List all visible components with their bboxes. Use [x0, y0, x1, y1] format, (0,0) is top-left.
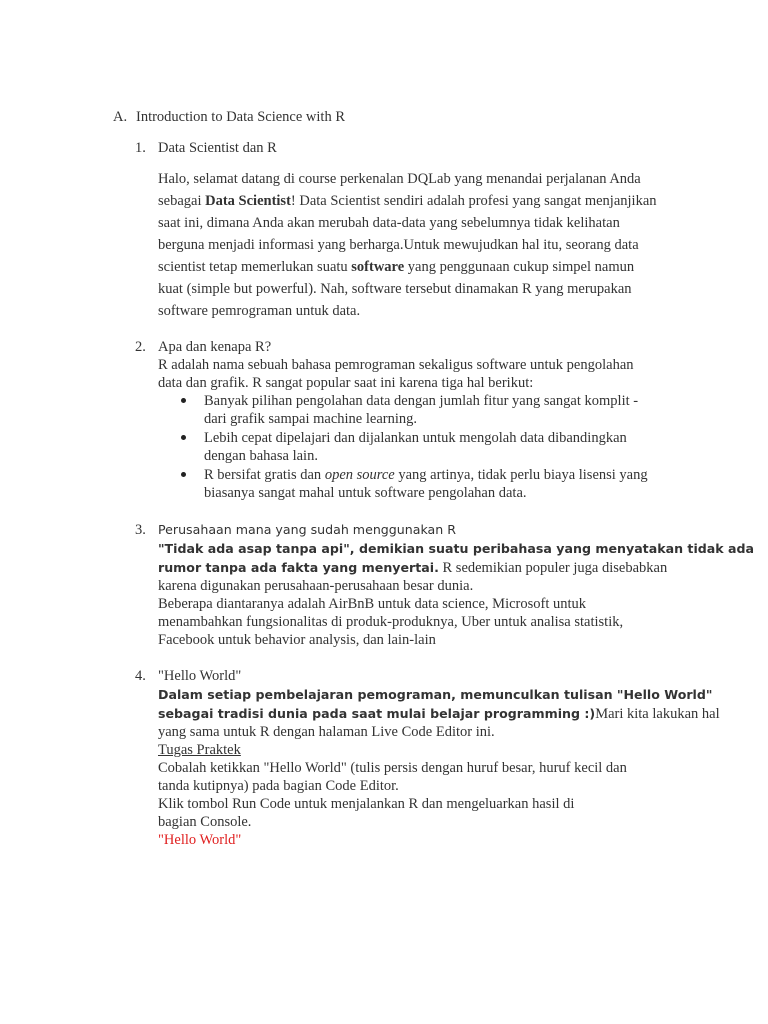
paragraph-line: Halo, selamat datang di course perkenalan DQLab yang menandai perjalanan Anda: [158, 171, 641, 187]
bold-term: Data Scientist: [205, 193, 291, 209]
paragraph-line: [158, 559, 667, 577]
paragraph-line: tanda kutipnya) pada bagian Code Editor.: [158, 778, 399, 794]
bullet-line: Lebih cepat dipelajari dan dijalankan untuk mengolah data dibandingkan: [204, 430, 627, 446]
text-run: ! Data Scientist sendiri adalah profesi yang sangat menjanjikan: [290, 193, 657, 209]
item-2-number: 2.: [135, 339, 146, 355]
bold-quote: rumor tanpa ada fakta yang menyertai.: [158, 560, 439, 575]
paragraph-line: [158, 258, 634, 276]
paragraph-line: yang sama untuk R dengan halaman Live Code Editor ini.: [158, 724, 495, 740]
paragraph-line: R adalah nama sebuah bahasa pemrograman sekaligus software untuk pengolahan: [158, 357, 634, 373]
text-run: scientist tetap memerlukan suatu: [158, 259, 352, 275]
paragraph-line: [158, 540, 754, 558]
paragraph-line: berguna menjadi informasi yang berharga.Untuk mewujudkan hal itu, seorang data: [158, 237, 639, 253]
paragraph-line: [158, 686, 712, 704]
bullet-line: dari grafik sampai machine learning.: [204, 411, 417, 427]
item-3-number: 3.: [135, 522, 146, 538]
paragraph-line: data dan grafik. R sangat popular saat ini karena tiga hal berikut:: [158, 375, 534, 391]
task-heading: Tugas Praktek: [158, 742, 241, 758]
text-run: Mari kita lakukan hal: [595, 706, 720, 722]
bullet-line: dengan bahasa lain.: [204, 448, 318, 464]
paragraph-line: karena digunakan perusahaan-perusahaan besar dunia.: [158, 578, 474, 594]
bullet-line: biasanya sangat mahal untuk software pengolahan data.: [204, 485, 527, 501]
paragraph-line: saat ini, dimana Anda akan merubah data-data yang sebelumnya tidak kelihatan: [158, 215, 620, 231]
bold-quote: "Tidak ada asap tanpa api", demikian suatu peribahasa yang menyatakan tidak ada: [158, 541, 755, 556]
paragraph-line: Klik tombol Run Code untuk menjalankan R dan mengeluarkan hasil di: [158, 796, 575, 812]
item-4-number: 4.: [135, 668, 146, 684]
section-letter: A.: [113, 109, 128, 125]
item-1-number: 1.: [135, 140, 146, 156]
bullet-line: Banyak pilihan pengolahan data dengan jumlah fitur yang sangat komplit -: [204, 393, 639, 409]
text-run: R sedemikian populer juga disebabkan: [438, 560, 668, 576]
paragraph-line: bagian Console.: [158, 814, 252, 830]
section-title: Introduction to Data Science with R: [136, 109, 345, 125]
bullet-icon: [181, 398, 186, 403]
bold-text: Dalam setiap pembelajaran pemograman, memunculkan tulisan "Hello World": [158, 687, 713, 702]
paragraph-line: Beberapa diantaranya adalah AirBnB untuk data science, Microsoft untuk: [158, 596, 587, 612]
text-run: R bersifat gratis dan: [204, 467, 325, 483]
italic-term: open source: [324, 467, 395, 483]
bold-term: software: [351, 259, 405, 275]
paragraph-line: Cobalah ketikkan "Hello World" (tulis persis dengan huruf besar, huruf kecil dan: [158, 760, 627, 776]
bullet-icon: [181, 472, 186, 477]
bullet-line: [204, 466, 648, 484]
paragraph-line: Facebook untuk behavior analysis, dan lain-lain: [158, 632, 436, 648]
paragraph-line: [158, 705, 720, 723]
text-run: sebagai: [158, 193, 206, 209]
item-4-title: "Hello World": [158, 668, 242, 684]
bold-text: sebagai tradisi dunia pada saat mulai belajar programming :): [158, 706, 596, 721]
text-run: yang penggunaan cukup simpel namun: [404, 259, 635, 275]
paragraph-line: software pemrograman untuk data.: [158, 303, 361, 319]
paragraph-line: [158, 192, 657, 210]
text-run: yang artinya, tidak perlu biaya lisensi yang: [394, 467, 648, 483]
paragraph-line: menambahkan fungsionalitas di produk-produknya, Uber untuk analisa statistik,: [158, 614, 624, 630]
item-1-title: Data Scientist dan R: [158, 140, 277, 156]
hello-world-output: "Hello World": [158, 832, 242, 848]
bullet-icon: [181, 435, 186, 440]
item-2-title: Apa dan kenapa R?: [158, 339, 272, 355]
item-3-title: Perusahaan mana yang sudah menggunakan R: [158, 522, 457, 537]
paragraph-line: kuat (simple but powerful). Nah, software tersebut dinamakan R yang merupakan: [158, 281, 632, 297]
